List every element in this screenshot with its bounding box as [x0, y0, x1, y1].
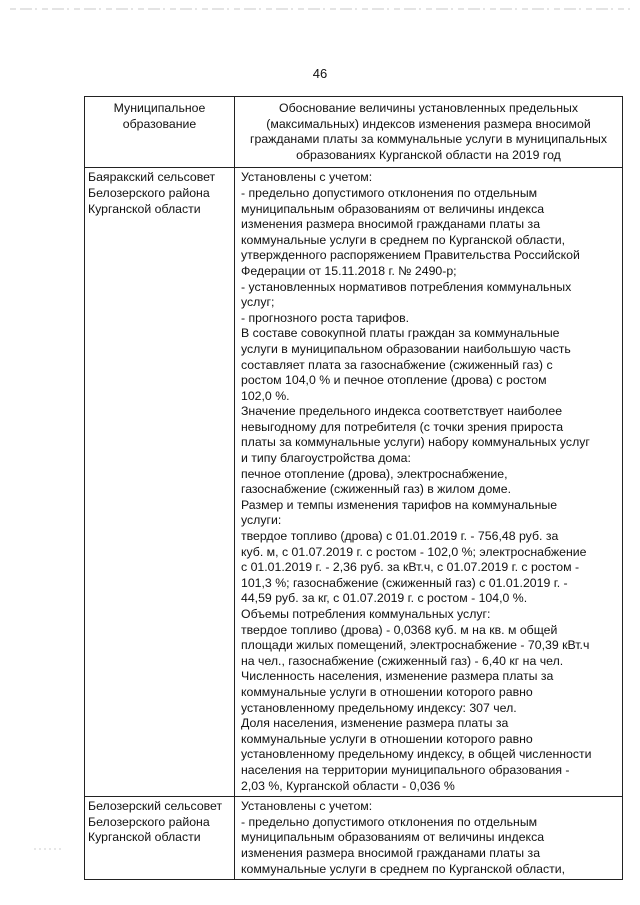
justification-line: Размер и темпы изменения тарифов на коммунальные: [241, 497, 558, 512]
justification-line: 44,59 руб. за кг, с 01.07.2019 г. с ростом - 104,0 %.: [241, 591, 528, 606]
justification-line: - установленных нормативов потребления коммунальных: [241, 279, 572, 294]
municipality-line: Белозерского района: [88, 814, 210, 829]
scan-artifact-bottom: [34, 846, 64, 852]
justification-line: изменения размера вносимой гражданами платы за: [241, 845, 541, 860]
justification-line: услуги:: [241, 513, 282, 528]
justification-line: коммунальные услуги в отношении которого равно: [241, 731, 533, 746]
justification-line: куб. м, с 01.07.2019 г. с ростом - 102,0 %; электроснабжение: [241, 544, 587, 559]
justification-line: коммунальные услуги в среднем по Курганской области,: [241, 232, 566, 247]
municipality-line: Курганской области: [88, 201, 201, 216]
justification-line: твердое топливо (дрова) - 0,0368 куб. м на кв. м общей: [241, 622, 558, 637]
justification-line: Значение предельного индекса соответствует наиболее: [241, 404, 563, 419]
municipality-line: Курганской области: [88, 830, 201, 845]
justification-line: 101,3 %; газоснабжение (сжиженный газ) с 01.01.2019 г. -: [241, 575, 568, 590]
justification-line: установленному предельному индексу: 307 чел.: [241, 700, 517, 715]
justification-line: печное отопление (дрова), электроснабжение,: [241, 466, 508, 481]
header-municipality: Муниципальное образование: [85, 97, 235, 168]
justification-cell: [235, 168, 623, 797]
justification-line: Установлены с учетом:: [241, 799, 373, 814]
justification-line: невыгодному для потребителя (с точки зрения прироста: [241, 419, 564, 434]
justification-line: Федерации от 15.11.2018 г. № 2490-р;: [241, 263, 457, 278]
justification-line: Установлены с учетом:: [241, 170, 373, 185]
municipality-line: Белозерского района: [88, 185, 210, 200]
table-header-row: [85, 97, 623, 168]
justification-line: услуги в муниципальном образовании наибольшую часть: [241, 341, 571, 356]
justification-cell: [235, 797, 623, 880]
justification-line: коммунальные услуги в среднем по Курганской области,: [241, 861, 566, 876]
table-row: [85, 168, 623, 797]
justification-line: на чел., газоснабжение (сжиженный газ) - 6,40 кг на чел.: [241, 653, 564, 668]
justification-line: муниципальным образованиям от величины индекса: [241, 201, 545, 216]
justification-line: утвержденного распоряжением Правительства Российской: [241, 248, 580, 263]
justification-line: с 01.01.2019 г. - 2,36 руб. за кВт.ч, с 01.07.2019 г. с ростом -: [241, 560, 580, 575]
header-justification: Обоснование величины установленных предельных (максимальных) индексов изменения размера вносимой гражданами платы за коммунальные услуги в муниципальных образованиях Курганской области на 2019 год: [235, 97, 623, 168]
justification-line: - прогнозного роста тарифов.: [241, 310, 410, 325]
justification-line: площади жилых помещений, электроснабжение - 70,39 кВт.ч: [241, 638, 590, 653]
municipality-cell: [85, 797, 235, 880]
municipality-line: Баяракский сельсовет: [88, 170, 216, 185]
justification-line: Доля населения, изменение размера платы за: [241, 716, 509, 731]
justification-line: изменения размера вносимой гражданами платы за: [241, 217, 541, 232]
justification-line: установленному предельному индексу, в общей численности: [241, 747, 592, 762]
justification-line: газоснабжение (сжиженный газ) в жилом доме.: [241, 482, 512, 497]
table-row: [85, 797, 623, 880]
justification-line: твердое топливо (дрова) с 01.01.2019 г. - 756,48 руб. за: [241, 529, 559, 544]
justification-line: услуг;: [241, 295, 275, 310]
justification-line: 102,0 %.: [241, 388, 290, 403]
scan-artifact-top: [0, 0, 640, 14]
justification-line: В составе совокупной платы граждан за коммунальные: [241, 326, 560, 341]
justification-line: составляет плата за газоснабжение (сжиженный газ) с: [241, 357, 553, 372]
justification-line: платы за коммунальные услуги) набору коммунальных услуг: [241, 435, 590, 450]
justification-line: Объемы потребления коммунальных услуг:: [241, 607, 491, 621]
justification-line: муниципальным образованиям от величины индекса: [241, 830, 545, 845]
page-number: 46: [312, 66, 328, 81]
justification-line: ростом 104,0 % и печное отопление (дрова) с ростом: [241, 373, 547, 388]
justification-line: коммунальные услуги в отношении которого равно: [241, 684, 533, 699]
justification-line: и типу благоустройства дома:: [241, 451, 411, 466]
justification-line: - предельно допустимого отклонения по отдельным: [241, 814, 538, 829]
justification-line: Численность населения, изменение размера платы за: [241, 669, 554, 684]
municipality-cell: [85, 168, 235, 797]
justification-line: населения на территории муниципального образования -: [241, 762, 570, 777]
indices-table: [84, 96, 623, 880]
justification-line: 2,03 %, Курганской области - 0,036 %: [241, 778, 455, 793]
justification-line: - предельно допустимого отклонения по отдельным: [241, 185, 538, 200]
municipality-line: Белозерский сельсовет: [88, 799, 223, 814]
